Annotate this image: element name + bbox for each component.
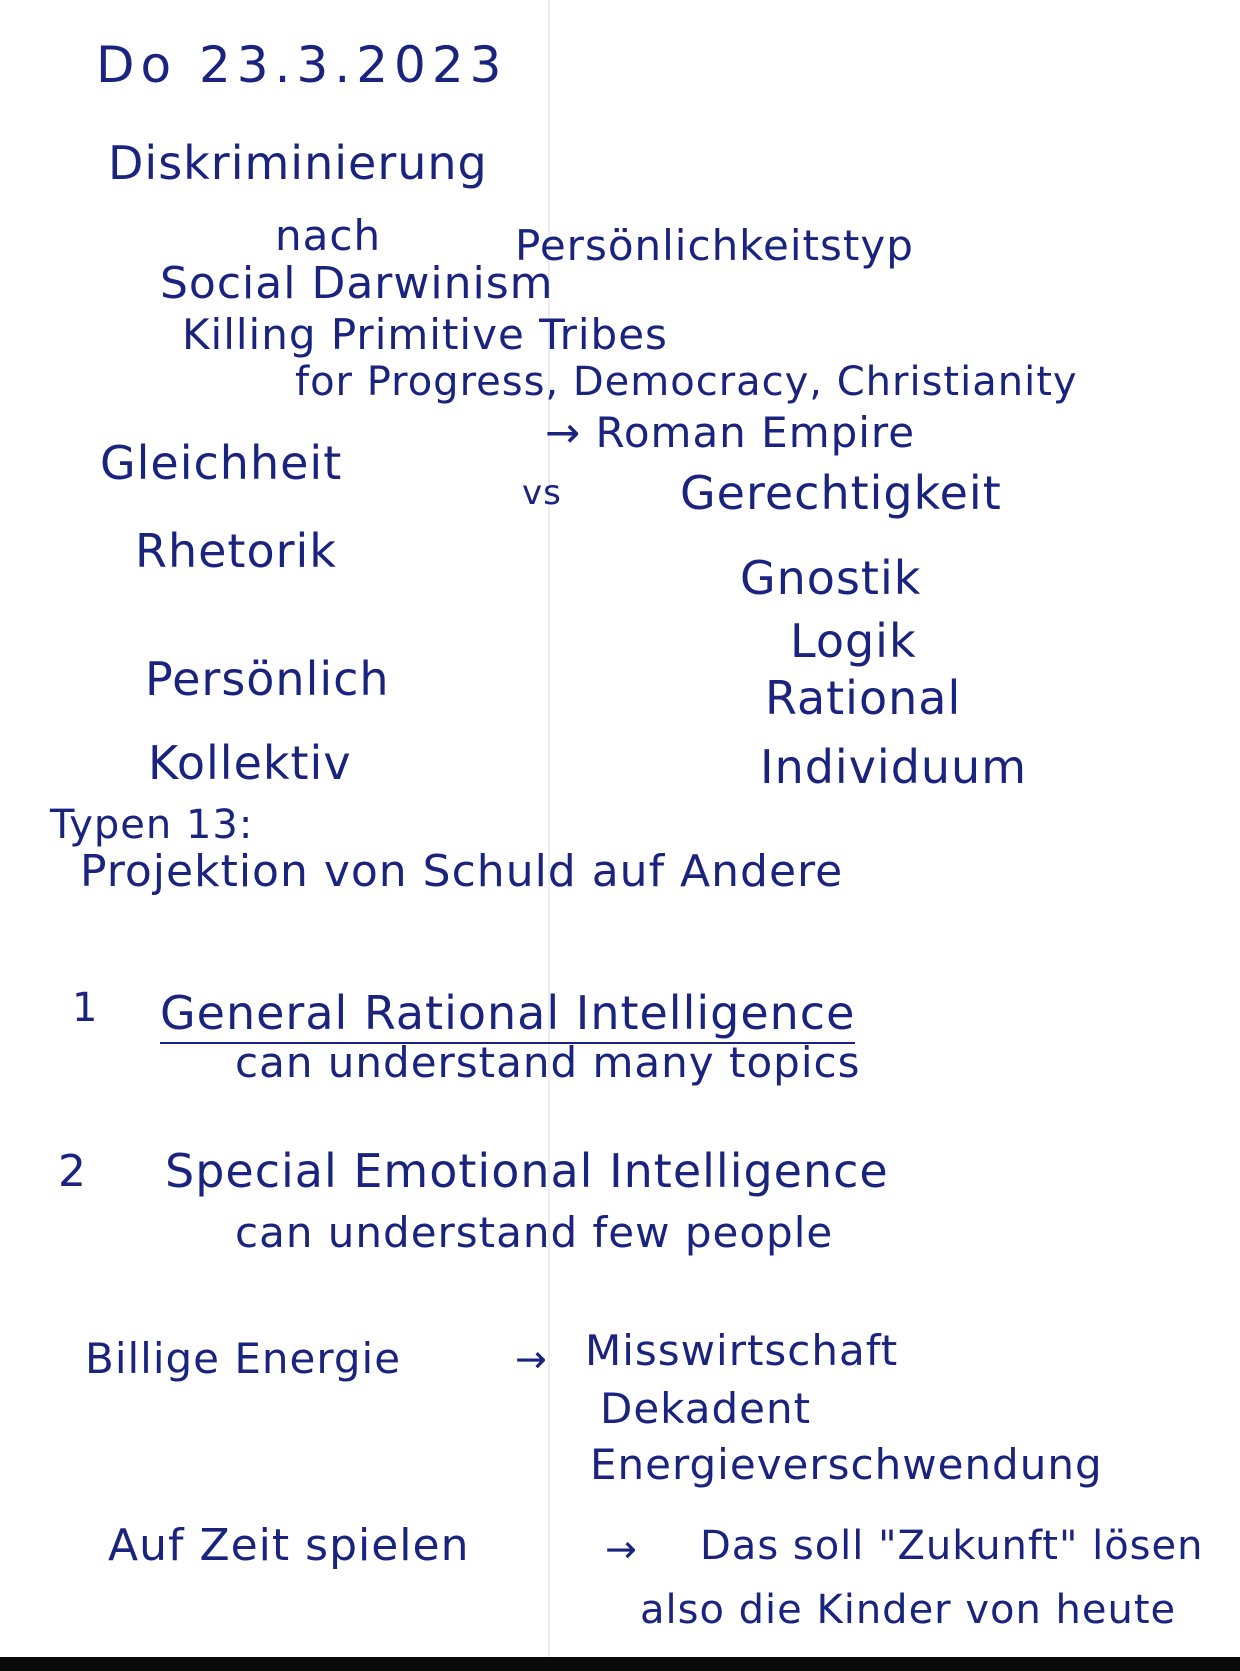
note-date: Do 23.3.2023 <box>96 36 508 94</box>
text-persoenlichkeitstyp: Persönlichkeitstyp <box>515 221 914 270</box>
text-vs: vs <box>522 473 562 513</box>
item-1-description: can understand many topics <box>235 1038 861 1087</box>
text-roman-empire: → Roman Empire <box>545 408 916 457</box>
text-individuum: Individuum <box>760 740 1028 794</box>
text-killing-tribes: Killing Primitive Tribes <box>182 310 668 359</box>
text-typen: Typen 13: <box>50 802 254 848</box>
text-logik: Logik <box>790 614 917 668</box>
text-billige-energie: Billige Energie <box>85 1334 402 1383</box>
text-dekadent: Dekadent <box>600 1384 812 1433</box>
text-gnostik: Gnostik <box>740 551 922 605</box>
item-1-number: 1 <box>72 985 99 1031</box>
text-gerechtigkeit: Gerechtigkeit <box>680 466 1002 520</box>
text-kinder-von-heute: also die Kinder von heute <box>640 1587 1177 1633</box>
text-rational: Rational <box>765 671 962 725</box>
text-rhetorik: Rhetorik <box>135 524 337 578</box>
scan-bottom-edge <box>0 1657 1240 1671</box>
text-kollektiv: Kollektiv <box>148 736 352 790</box>
arrow-icon: → <box>605 1527 638 1571</box>
text-nach: nach <box>275 211 382 260</box>
text-gleichheit: Gleichheit <box>100 436 343 490</box>
text-social-darwinism: Social Darwinism <box>160 258 554 309</box>
item-1-title <box>160 986 856 1040</box>
text-persoenlich: Persönlich <box>145 652 390 706</box>
text-misswirtschaft: Misswirtschaft <box>585 1326 899 1375</box>
text-progress-democracy: for Progress, Democracy, Christianity <box>295 359 1078 405</box>
item-2-description: can understand few people <box>235 1208 834 1257</box>
text-auf-zeit-spielen: Auf Zeit spielen <box>108 1520 470 1571</box>
item-2-number: 2 <box>58 1146 87 1197</box>
item-2-title: Special Emotional Intelligence <box>165 1144 889 1198</box>
text-energieverschwendung: Energieverschwendung <box>590 1440 1103 1489</box>
text-das-soll-zukunft: Das soll "Zukunft" lösen <box>700 1523 1204 1569</box>
arrow-icon: → <box>515 1337 548 1381</box>
text-projektion: Projektion von Schuld auf Andere <box>80 846 844 897</box>
item-1-title-text: General Rational Intelligence <box>160 986 855 1044</box>
heading-diskriminierung: Diskriminierung <box>108 136 488 190</box>
